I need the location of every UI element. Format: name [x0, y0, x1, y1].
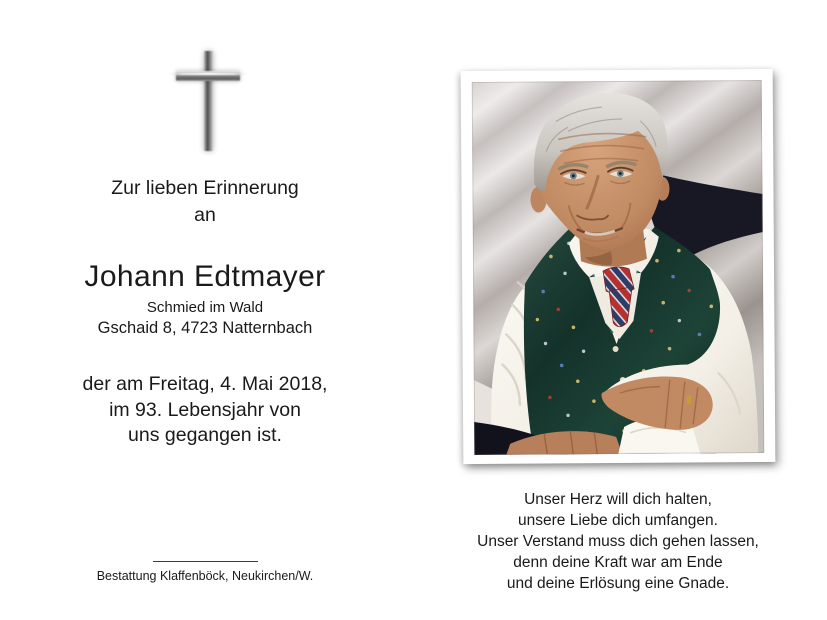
memorial-verse: [437, 489, 799, 594]
funeral-home-name: Bestattung Klaffenböck, Neukirchen/W.: [96, 569, 314, 583]
verse-line-1: Unser Herz will dich halten,: [524, 491, 712, 508]
cross-vertical-bar: [204, 51, 213, 151]
funeral-home-signature: [35, 561, 375, 583]
deceased-name: Johann Edtmayer: [84, 260, 326, 293]
heading-line-1: Zur lieben Erinnerung: [111, 177, 299, 199]
heading-line-2: an: [194, 204, 216, 226]
verse-line-4: denn deine Kraft war am Ende: [513, 554, 723, 571]
memorial-heading: [35, 175, 375, 229]
verse-line-5: und deine Erlösung eine Gnade.: [506, 575, 730, 592]
portrait-photo: [461, 69, 776, 464]
portrait-illustration: [472, 80, 765, 455]
cross-glint: [168, 73, 248, 75]
verse-line-2: unsere Liebe dich umfangen.: [518, 512, 718, 529]
verse-line-3: Unser Verstand muss dich gehen lassen,: [477, 533, 759, 550]
death-line-3: uns gegangen ist.: [128, 424, 282, 446]
signature-rule: [153, 561, 258, 562]
death-date-block: [35, 372, 375, 449]
address: Gschaid 8, 4723 Natternbach: [97, 319, 313, 337]
death-line-2: im 93. Lebensjahr von: [109, 398, 301, 421]
death-line-1: der am Freitag, 4. Mai 2018,: [82, 373, 328, 395]
vulgo-name: Schmied im Wald: [146, 299, 264, 316]
